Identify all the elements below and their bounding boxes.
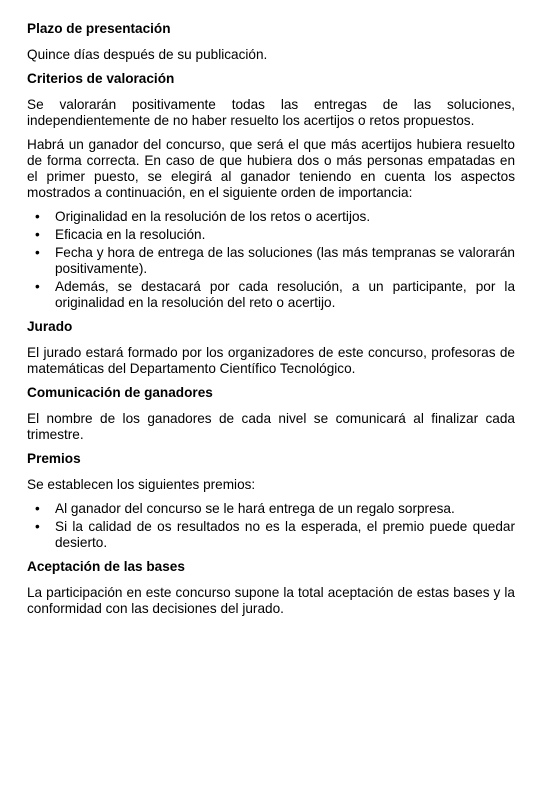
paragraph: El jurado estará formado por los organizadores de este concurso, profesoras de matemáticas del Departamento Científico Tecnológico. <box>27 345 515 376</box>
paragraph: La participación en este concurso supone la total aceptación de estas bases y la conformidad con las decisiones del jurado. <box>27 585 515 616</box>
list-item: • Al ganador del concurso se le hará entrega de un regalo sorpresa. <box>55 501 515 517</box>
paragraph: Quince días después de su publicación. <box>27 47 268 62</box>
section-comunicacion <box>27 385 515 443</box>
section-heading: Premios <box>27 451 81 466</box>
bullet-list <box>27 209 515 311</box>
section-premios <box>27 451 515 551</box>
list-item: • Originalidad en la resolución de los retos o acertijos. <box>55 209 515 225</box>
section-heading: Comunicación de ganadores <box>27 385 213 400</box>
paragraph: Se valorarán positivamente todas las entregas de las soluciones, independientemente de no haber resuelto los acertijos o retos propuestos. <box>27 97 515 128</box>
section-criterios <box>27 71 515 311</box>
list-item: • Además, se destacará por cada resolución, a un participante, por la originalidad en la resolución del reto o acertijo. <box>55 279 515 311</box>
list-item: • Fecha y hora de entrega de las soluciones (las más tempranas se valorarán positivamente). <box>55 245 515 277</box>
section-jurado <box>27 319 515 377</box>
list-item: • Eficacia en la resolución. <box>55 227 515 243</box>
section-heading: Criterios de valoración <box>27 71 175 86</box>
paragraph: Habrá un ganador del concurso, que será el que más acertijos hubiera resuelto de forma correcta. En caso de que hubiera dos o más personas empatadas en el primer puesto, se elegirá al ganador teniendo en cuenta los aspectos mostrados a continuación, en el siguiente orden de importancia: <box>27 137 515 200</box>
list-item: • Si la calidad de os resultados no es la esperada, el premio puede quedar desierto. <box>55 519 515 551</box>
paragraph: Se establecen los siguientes premios: <box>27 477 256 492</box>
section-heading: Jurado <box>27 319 73 334</box>
section-heading: Plazo de presentación <box>27 21 171 36</box>
section-plazo <box>27 21 515 63</box>
section-heading: Aceptación de las bases <box>27 559 185 574</box>
section-aceptacion <box>27 559 515 617</box>
paragraph: El nombre de los ganadores de cada nivel se comunicará al finalizar cada trimestre. <box>27 411 515 442</box>
bullet-list <box>27 501 515 551</box>
